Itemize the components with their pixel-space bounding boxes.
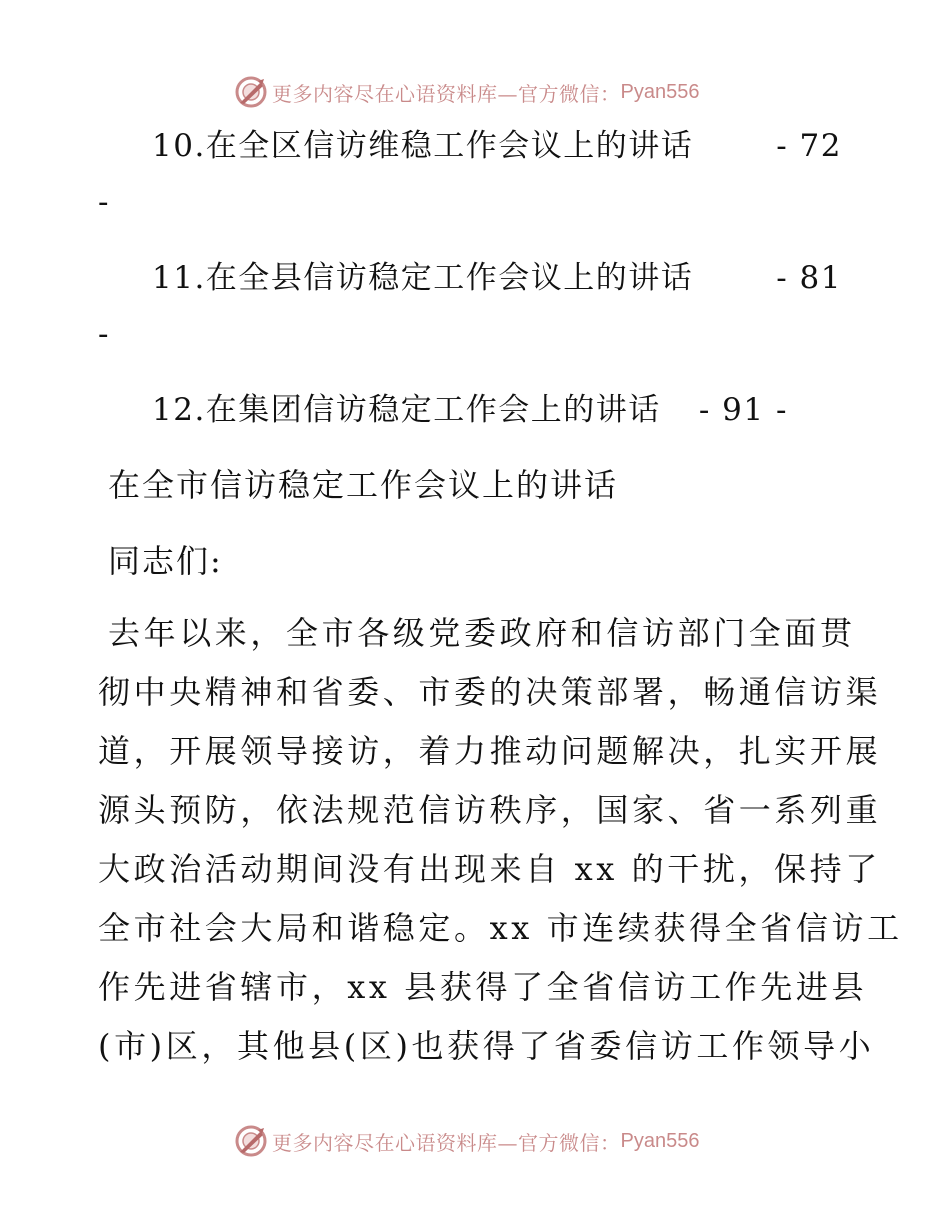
toc-entry-page: - 81 [776,260,842,296]
toc-entry-11 [152,258,842,298]
toc-entry-page: - 91 - [698,392,788,428]
body-line: (市)区，其他县(区)也获得了省委信访工作领导小 [98,1027,875,1065]
toc-entry-page: - 72 [776,128,842,164]
footer-watermark [234,1121,699,1161]
body-line: 全市社会大局和谐稳定。xx 市连续获得全省信访工 [98,909,903,947]
body-paragraph [98,612,903,1084]
toc-entry-wrap-dash: - [98,316,109,352]
toc-entry-label: 12.在集团信访稳定工作会上的讲话 [152,392,661,428]
quill-logo-icon [234,1124,268,1158]
body-line: 道，开展领导接访，着力推动问题解决，扎实开展 [98,732,882,770]
body-line: 彻中央精神和省委、市委的决策部署，畅通信访渠 [98,673,882,711]
toc-entry-wrap-dash: - [98,184,109,220]
toc-entry-label: 10.在全区信访维稳工作会议上的讲话 [152,128,694,164]
watermark-text: 更多内容尽在心语资料库—官方微信： [272,1130,621,1155]
quill-logo-icon [234,75,268,109]
body-line: 去年以来，全市各级党委政府和信访部门全面贯 [108,614,856,652]
toc-entry-12 [152,390,788,430]
body-line: 作先进省辖市，xx 县获得了全省信访工作先进县 [98,968,868,1006]
salutation: 同志们: [108,542,223,580]
toc-entry-label: 11.在全县信访稳定工作会议上的讲话 [152,260,694,296]
body-line: 大政治活动期间没有出现来自 xx 的干扰，保持了 [98,850,881,888]
speech-title: 在全市信访稳定工作会议上的讲话 [108,466,619,504]
watermark-account: Pyan556 [620,80,700,103]
body-line: 源头预防，依法规范信访秩序，国家、省一系列重 [98,791,882,829]
toc-entry-10 [152,126,842,166]
watermark-account: Pyan556 [620,1129,700,1152]
header-watermark [234,72,699,112]
watermark-text: 更多内容尽在心语资料库—官方微信： [272,81,621,106]
